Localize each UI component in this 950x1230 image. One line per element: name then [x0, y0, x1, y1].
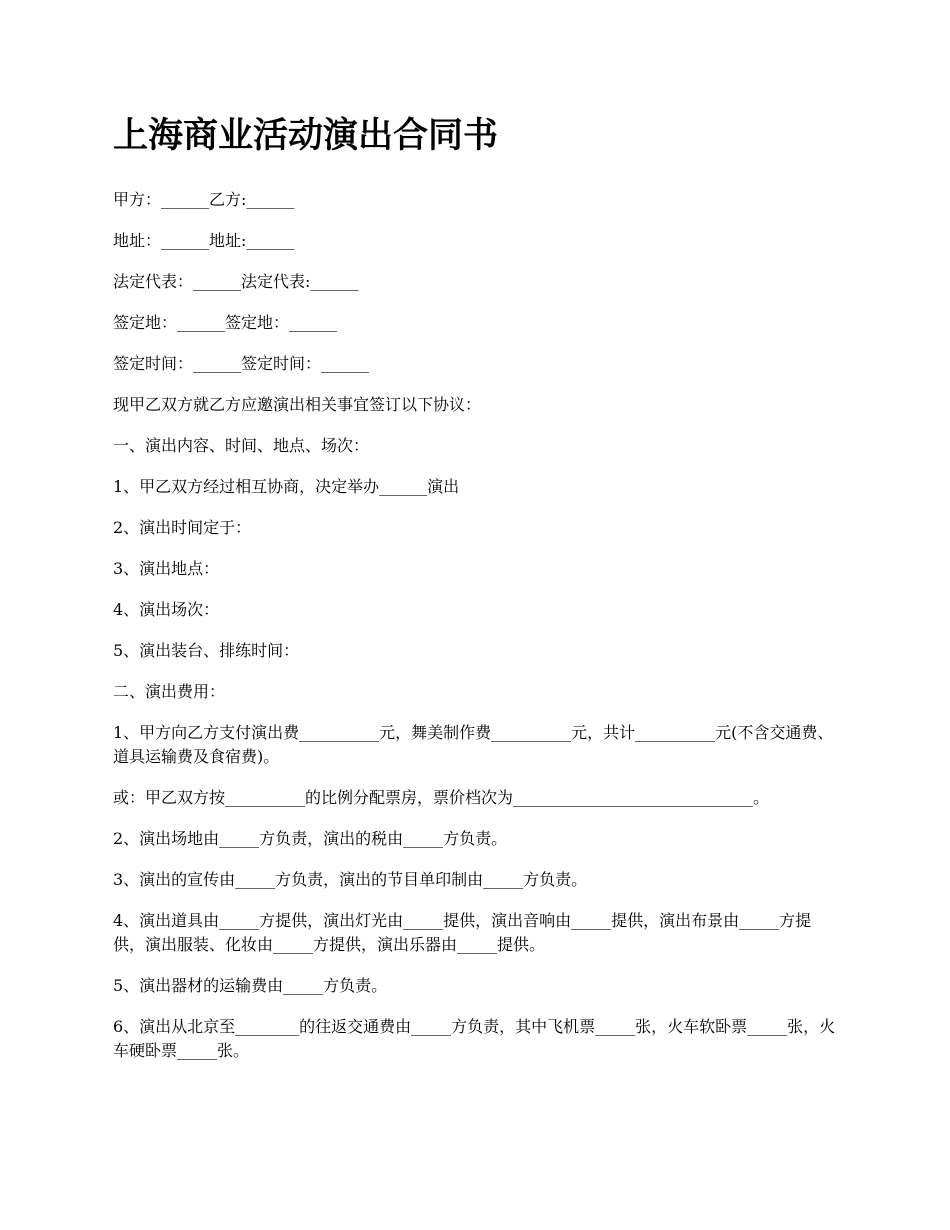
clause-1-3: 3、演出地点：: [113, 559, 220, 578]
clause-2-4: 4、演出道具由_____方提供，演出灯光由_____提供，演出音响由_____提供，演出布景由_____方提供，演出服装、化妆由_____方提供，演出乐器由_____提供。: [113, 911, 812, 954]
section-heading-fees: 二、演出费用：: [113, 682, 226, 701]
clause-2-6: 6、演出从北京至________的往返交通费由_____方负责，其中飞机票_____张，火车软卧票_____张，火车硬卧票_____张。: [113, 1017, 836, 1060]
agreement-intro: 现甲乙双方就乙方应邀演出相关事宜签订以下协议：: [113, 395, 482, 414]
signing-place-line: 签定地：______签定地：______: [113, 313, 338, 332]
clause-2-alternative: 或：甲乙双方按__________的比例分配票房，票价档次为______________________________。: [113, 788, 770, 807]
clause-1-1: 1、甲乙双方经过相互协商，决定举办______演出: [113, 477, 460, 496]
clause-2-5: 5、演出器材的运输费由_____方负责。: [113, 976, 388, 995]
address-line: 地址：______地址:______: [113, 231, 295, 250]
signing-time-line: 签定时间：______签定时间：______: [113, 354, 370, 373]
clause-2-1: 1、甲方向乙方支付演出费__________元，舞美制作费__________元，共计__________元(不含交通费、道具运输费及食宿费)。: [113, 723, 834, 766]
document-page: [113, 112, 840, 1080]
clause-1-4: 4、演出场次：: [113, 600, 220, 619]
clause-1-2: 2、演出时间定于：: [113, 518, 252, 537]
clause-2-2: 2、演出场地由_____方负责，演出的税由_____方负责。: [113, 829, 508, 848]
document-title: 上海商业活动演出合同书: [113, 115, 499, 156]
clause-1-5: 5、演出装台、排练时间：: [113, 641, 300, 660]
legal-representative-line: 法定代表：______法定代表:______: [113, 272, 359, 291]
section-heading-performance: 一、演出内容、时间、地点、场次：: [113, 436, 370, 455]
party-line: 甲方：______乙方:______: [113, 190, 295, 209]
clause-2-3: 3、演出的宣传由_____方负责，演出的节目单印制由_____方负责。: [113, 870, 588, 889]
